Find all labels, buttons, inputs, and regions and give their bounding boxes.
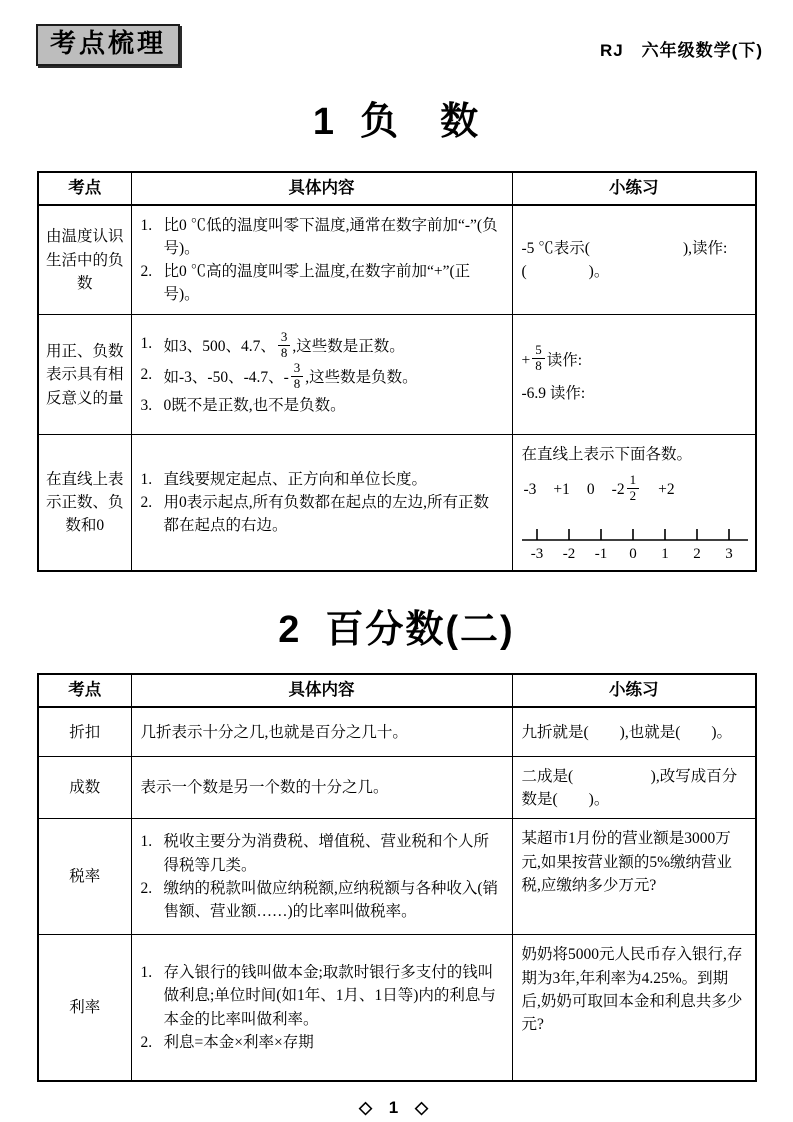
- mixed-number: [611, 471, 641, 506]
- item-text: 用0表示起点,所有负数都在起点的左边,所有正数都在起点的右边。: [163, 494, 490, 535]
- table-row: [38, 707, 756, 757]
- number-value: -2: [611, 480, 625, 498]
- corner-tag-badge: 考点梳理: [36, 24, 180, 66]
- table-row: [38, 205, 756, 315]
- table-header-row: [38, 172, 756, 205]
- content-cell: [131, 205, 512, 315]
- list-item: [141, 1031, 503, 1054]
- list-item: [141, 877, 503, 924]
- item-text-post: ,这些数是正数。: [292, 338, 405, 356]
- col-header-practice: 小练习: [512, 172, 756, 205]
- list-item: [141, 214, 503, 261]
- practice-cell: 二成是( ),改写成百分数是( )。: [512, 757, 756, 819]
- topic-cell: 成数: [38, 757, 131, 819]
- content-cell: [131, 435, 512, 571]
- item-text: 税收主要分为消费税、增值税、营业税和个人所得税等几类。: [163, 833, 490, 874]
- table-row: [38, 315, 756, 435]
- practice-text: -6.9 读作:: [521, 384, 586, 402]
- plus-sign: +: [521, 351, 531, 369]
- item-text-post: ,这些数是负数。: [305, 369, 418, 387]
- table-row: [38, 435, 756, 571]
- page-header: [0, 0, 793, 66]
- content-cell: [131, 935, 512, 1081]
- topic-cell: 税率: [38, 819, 131, 935]
- content-cell: 几折表示十分之几,也就是百分之几十。: [131, 707, 512, 757]
- item-number: 2.: [140, 263, 153, 281]
- fraction: [278, 330, 291, 361]
- list-item: [141, 468, 503, 491]
- item-number: 1.: [140, 216, 153, 234]
- topic-cell: 用正、负数表示具有相反意义的量: [38, 315, 131, 435]
- practice-cell: 某超市1月份的营业额是3000万元,如果按营业额的5%缴纳营业税,应缴纳多少万元?: [512, 819, 756, 935]
- item-text: 比0 ℃低的温度叫零下温度,通常在数字前加“-”(负号)。: [163, 216, 498, 257]
- number-value: +1: [553, 481, 570, 499]
- page-number: ◇ 1 ◇: [358, 1097, 435, 1117]
- item-text: 直线要规定起点、正方向和单位长度。: [163, 470, 428, 488]
- section-2-title: [0, 598, 793, 653]
- fraction-numerator: 3: [278, 330, 291, 346]
- item-number: 2.: [140, 879, 153, 897]
- fraction-denominator: 2: [629, 487, 637, 503]
- list-item: [141, 830, 503, 877]
- item-text: 0既不是正数,也不是负数。: [163, 397, 346, 415]
- item-text: [163, 329, 503, 363]
- axis-label: 0: [628, 545, 637, 562]
- item-text: [163, 360, 503, 394]
- axis-label: 2: [692, 545, 701, 562]
- fraction: [627, 473, 640, 504]
- number-value: +2: [658, 481, 675, 499]
- item-text: 比0 ℃高的温度叫零上温度,在数字前加“+”(正号)。: [163, 263, 471, 304]
- item-text: 利息=本金×利率×存期: [163, 1033, 314, 1051]
- section-1-title: [0, 90, 793, 145]
- item-number: 2.: [140, 494, 153, 512]
- practice-text: -5 ℃表示( ),读作:( )。: [521, 239, 728, 281]
- table-row: [38, 935, 756, 1081]
- fraction-denominator: 8: [535, 357, 542, 373]
- practice-cell: [512, 205, 756, 315]
- item-text: 存入银行的钱叫做本金;取款时银行多支付的钱叫做利息;单位时间(如1年、1月、1日等)内的利息与本金的比率叫做利率。: [163, 964, 496, 1028]
- section-1-title-text: 负 数: [360, 100, 481, 143]
- item-number: 2.: [140, 1033, 153, 1051]
- col-header-topic: 考点: [38, 674, 131, 707]
- practice-cell: [512, 315, 756, 435]
- item-number: 1.: [140, 335, 153, 353]
- fraction: [291, 361, 304, 392]
- axis-label: -3: [530, 545, 543, 562]
- item-text: 缴纳的税款叫做应纳税额,应纳税额与各种收入(销售额、营业额……)的比率叫做税率。: [163, 879, 499, 921]
- practice-line: [521, 341, 747, 376]
- section-1-number: 1: [312, 100, 335, 143]
- list-item: [141, 961, 503, 1031]
- fraction-numerator: 3: [291, 361, 304, 377]
- fraction: [532, 343, 545, 374]
- col-header-topic: 考点: [38, 172, 131, 205]
- section-2-title-text: 百分数(二): [325, 608, 515, 651]
- number-value: -3: [523, 481, 537, 499]
- topic-cell: 折扣: [38, 707, 131, 757]
- topic-cell: 由温度认识生活中的负数: [38, 205, 131, 315]
- table-header-row: [38, 674, 756, 707]
- list-item: [141, 260, 503, 307]
- item-number: 1.: [140, 470, 153, 488]
- percentages-table: [37, 673, 757, 1082]
- section-2-number: 2: [278, 608, 300, 651]
- fraction-denominator: 8: [280, 345, 288, 361]
- fraction-numerator: 1: [627, 473, 640, 489]
- axis-label: 3: [724, 545, 733, 562]
- content-cell: 表示一个数是另一个数的十分之几。: [131, 757, 512, 819]
- practice-cell: 九折就是( ),也就是( )。: [512, 707, 756, 757]
- fraction-denominator: 8: [293, 376, 301, 392]
- list-item: [141, 394, 503, 417]
- list-item: [140, 329, 503, 363]
- number-line: [522, 520, 748, 564]
- axis-label: -2: [562, 545, 575, 562]
- item-text-pre: 如-3、-50、-4.7、-: [163, 369, 289, 387]
- fraction-numerator: 5: [532, 343, 545, 359]
- practice-title: 在直线上表示下面各数。: [521, 446, 693, 464]
- item-number: 1.: [140, 833, 153, 851]
- col-header-practice: 小练习: [512, 674, 756, 707]
- content-cell: [131, 819, 512, 935]
- item-text-pre: 如3、500、4.7、: [163, 338, 276, 356]
- practice-text: 读作:: [546, 351, 583, 369]
- topic-cell: 在直线上表示正数、负数和0: [38, 435, 131, 571]
- negative-numbers-table: [37, 171, 757, 572]
- practice-line: [522, 382, 747, 405]
- practice-cell: [512, 435, 756, 571]
- axis-label: 1: [660, 545, 669, 562]
- table-row: [38, 757, 756, 819]
- list-item: [141, 491, 503, 538]
- item-number: 3.: [140, 397, 153, 415]
- practice-cell: 奶奶将5000元人民币存入银行,存期为3年,年利率为4.25%。到期后,奶奶可取回本金和利息共多少元?: [512, 935, 756, 1081]
- item-number: 1.: [140, 964, 153, 982]
- axis-label: -1: [594, 545, 607, 562]
- topic-cell: 利率: [38, 935, 131, 1081]
- number-value: 0: [586, 481, 595, 499]
- col-header-content: 具体内容: [131, 674, 512, 707]
- col-header-content: 具体内容: [131, 172, 512, 205]
- list-item: [140, 360, 503, 394]
- numbers-to-plot: [523, 471, 747, 506]
- item-number: 2.: [140, 366, 153, 384]
- content-cell: [131, 315, 512, 435]
- table-row: [38, 819, 756, 935]
- edition-label: RJ 六年级数学(下): [599, 41, 763, 60]
